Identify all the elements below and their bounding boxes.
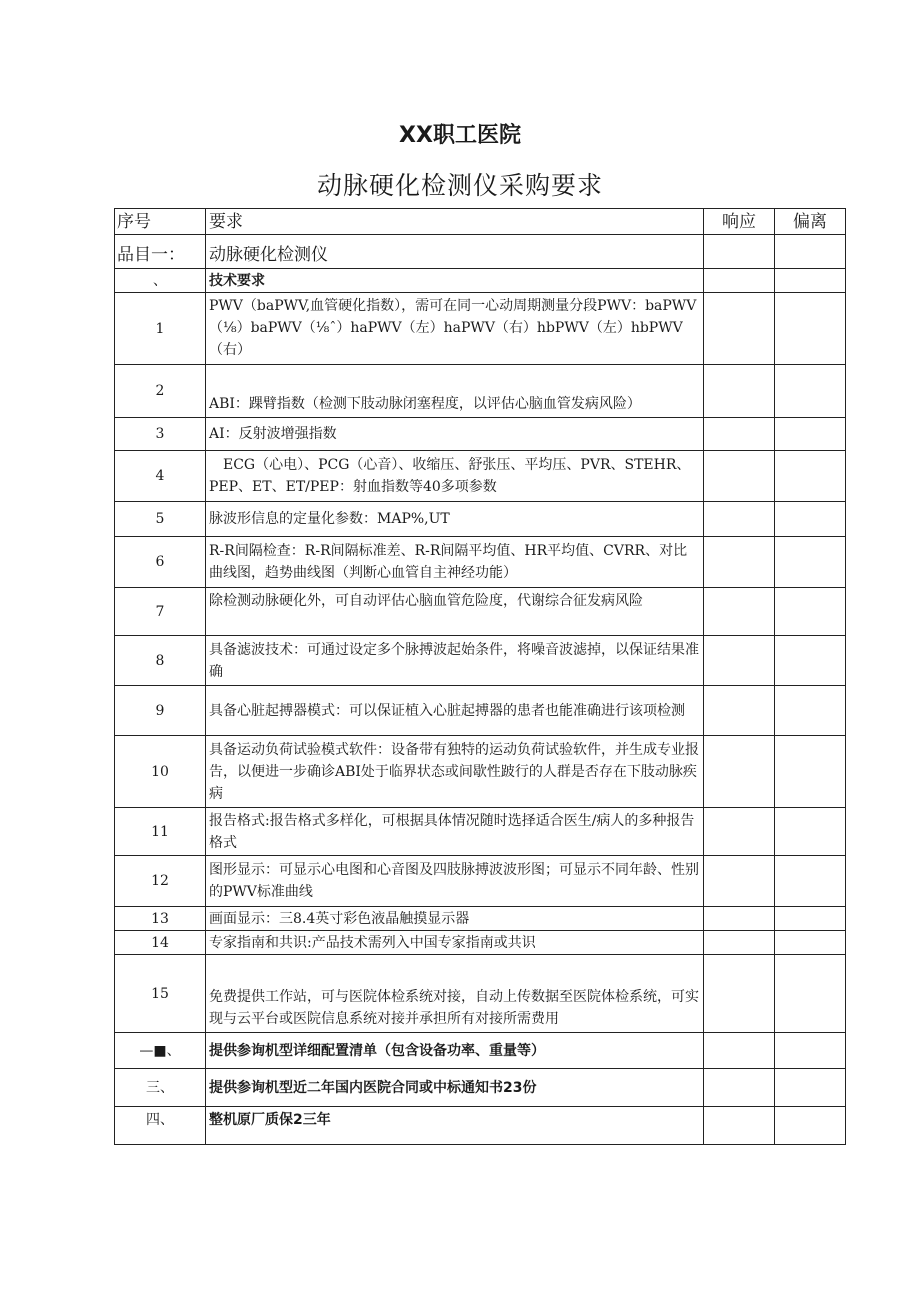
- table-row: [115, 588, 846, 636]
- item-index: 8: [115, 636, 206, 686]
- response-cell[interactable]: [704, 955, 775, 1033]
- item-text: 免费提供工作站，可与医院体检系统对接，自动上传数据至医院体检系统，可实现与云平台或医院信息系统对接并承担所有对接所需费用: [206, 955, 704, 1033]
- deviation-cell[interactable]: [775, 686, 846, 736]
- response-cell[interactable]: [704, 931, 775, 955]
- item-index: 10: [115, 736, 206, 808]
- item-text: PWV（baPWV,血管硬化指数），需可在同一心动周期测量分段PWV：baPWV（⅛）baPWV（⅛ˆ）haPWV（左）haPWV（右）hbPWV（左）hbPWV（右）: [206, 293, 704, 365]
- table-row: [115, 686, 846, 736]
- item-index: 2: [115, 365, 206, 418]
- deviation-cell[interactable]: [775, 269, 846, 293]
- response-cell[interactable]: [704, 293, 775, 365]
- header-requirement: 要求: [206, 209, 704, 235]
- header-deviation: 偏离: [775, 209, 846, 235]
- item-index: 5: [115, 502, 206, 537]
- section-title: 提供参询机型详细配置清单（包含设备功率、重量等）: [206, 1033, 704, 1069]
- deviation-cell[interactable]: [775, 293, 846, 365]
- section-title: 提供参询机型近二年国内医院合同或中标通知书23份: [206, 1069, 704, 1107]
- item-text: ABI：踝臂指数（检测下肢动脉闭塞程度，以评估心脑血管发病风险）: [206, 365, 704, 418]
- category-index: 品目一：: [115, 235, 206, 269]
- response-cell[interactable]: [704, 808, 775, 856]
- item-text: 具备心脏起搏器模式：可以保证植入心脏起搏器的患者也能准确进行该项检测: [206, 686, 704, 736]
- section-row: [115, 1069, 846, 1107]
- table-row: [115, 537, 846, 588]
- table-row: [115, 293, 846, 365]
- deviation-cell[interactable]: [775, 418, 846, 451]
- item-index: 14: [115, 931, 206, 955]
- item-text: ECG（心电）、PCG（心音）、收缩压、舒张压、平均压、PVR、STEHR、PEP、ET、ET/PEP：射血指数等40多项参数: [206, 451, 704, 502]
- section-row: [115, 1107, 846, 1145]
- table-row: [115, 365, 846, 418]
- deviation-cell[interactable]: [775, 931, 846, 955]
- response-cell[interactable]: [704, 1107, 775, 1145]
- deviation-cell[interactable]: [775, 1069, 846, 1107]
- response-cell[interactable]: [704, 636, 775, 686]
- section-title: 整机原厂质保2三年: [206, 1107, 704, 1145]
- table-row: [115, 451, 846, 502]
- section-index: —■、: [115, 1033, 206, 1069]
- item-index: 6: [115, 537, 206, 588]
- response-cell[interactable]: [704, 502, 775, 537]
- response-cell[interactable]: [704, 235, 775, 269]
- item-index: 7: [115, 588, 206, 636]
- requirements-table: [114, 208, 846, 1145]
- deviation-cell[interactable]: [775, 365, 846, 418]
- category-row: [115, 235, 846, 269]
- section-row: [115, 269, 846, 293]
- deviation-cell[interactable]: [775, 955, 846, 1033]
- table-row: [115, 907, 846, 931]
- document-title: 动脉硬化检测仪采购要求: [316, 171, 603, 200]
- deviation-cell[interactable]: [775, 907, 846, 931]
- header-index: 序号: [115, 209, 206, 235]
- deviation-cell[interactable]: [775, 451, 846, 502]
- item-text: AI：反射波增强指数: [206, 418, 704, 451]
- response-cell[interactable]: [704, 418, 775, 451]
- section-index: 三、: [115, 1069, 206, 1107]
- section-index: 、: [115, 269, 206, 293]
- table-row: [115, 808, 846, 856]
- deviation-cell[interactable]: [775, 235, 846, 269]
- deviation-cell[interactable]: [775, 1107, 846, 1145]
- response-cell[interactable]: [704, 907, 775, 931]
- item-text: 报告格式:报告格式多样化，可根据具体情况随时选择适合医生/病人的多种报告格式: [206, 808, 704, 856]
- item-text: 脉波形信息的定量化参数：MAP%,UT: [206, 502, 704, 537]
- response-cell[interactable]: [704, 269, 775, 293]
- table-row: [115, 736, 846, 808]
- item-index: 15: [115, 955, 206, 1033]
- response-cell[interactable]: [704, 451, 775, 502]
- header-response: 响应: [704, 209, 775, 235]
- item-index: 4: [115, 451, 206, 502]
- item-text: 专家指南和共识:产品技术需列入中国专家指南或共识: [206, 931, 704, 955]
- item-index: 11: [115, 808, 206, 856]
- deviation-cell[interactable]: [775, 856, 846, 907]
- response-cell[interactable]: [704, 588, 775, 636]
- response-cell[interactable]: [704, 1069, 775, 1107]
- response-cell[interactable]: [704, 365, 775, 418]
- table-row: [115, 418, 846, 451]
- section-row: [115, 1033, 846, 1069]
- section-title: 技术要求: [206, 269, 704, 293]
- section-index: 四、: [115, 1107, 206, 1145]
- item-index: 9: [115, 686, 206, 736]
- deviation-cell[interactable]: [775, 1033, 846, 1069]
- item-text: 图形显示：可显示心电图和心音图及四肢脉搏波波形图；可显示不同年龄、性别的PWV标准曲线: [206, 856, 704, 907]
- deviation-cell[interactable]: [775, 502, 846, 537]
- deviation-cell[interactable]: [775, 636, 846, 686]
- deviation-cell[interactable]: [775, 588, 846, 636]
- table-row: [115, 502, 846, 537]
- deviation-cell[interactable]: [775, 537, 846, 588]
- item-index: 13: [115, 907, 206, 931]
- table-row: [115, 636, 846, 686]
- deviation-cell[interactable]: [775, 808, 846, 856]
- table-row: [115, 955, 846, 1033]
- category-name: 动脉硬化检测仪: [206, 235, 704, 269]
- hospital-name: XX职工医院: [399, 123, 521, 148]
- item-index: 12: [115, 856, 206, 907]
- deviation-cell[interactable]: [775, 736, 846, 808]
- response-cell[interactable]: [704, 736, 775, 808]
- item-text: R-R间隔检查：R-R间隔标准差、R-R间隔平均值、HR平均值、CVRR、对比曲线图，趋势曲线图（判断心血管自主神经功能）: [206, 537, 704, 588]
- table-row: [115, 931, 846, 955]
- item-text: 除检测动脉硬化外，可自动评估心脑血管危险度，代谢综合征发病风险: [206, 588, 704, 636]
- item-text: 具备滤波技术：可通过设定多个脉搏波起始条件，将噪音波滤掉，以保证结果准确: [206, 636, 704, 686]
- response-cell[interactable]: [704, 1033, 775, 1069]
- response-cell[interactable]: [704, 686, 775, 736]
- item-index: 3: [115, 418, 206, 451]
- item-text: 具备运动负荷试验模式软件：设备带有独特的运动负荷试验软件，并生成专业报告，以便进一步确诊ABI处于临界状态或间歇性跛行的人群是否存在下肢动脉疾病: [206, 736, 704, 808]
- table-header-row: [115, 209, 846, 235]
- item-index: 1: [115, 293, 206, 365]
- response-cell[interactable]: [704, 537, 775, 588]
- table-row: [115, 856, 846, 907]
- item-text: 画面显示：三8.4英寸彩色液晶触摸显示器: [206, 907, 704, 931]
- response-cell[interactable]: [704, 856, 775, 907]
